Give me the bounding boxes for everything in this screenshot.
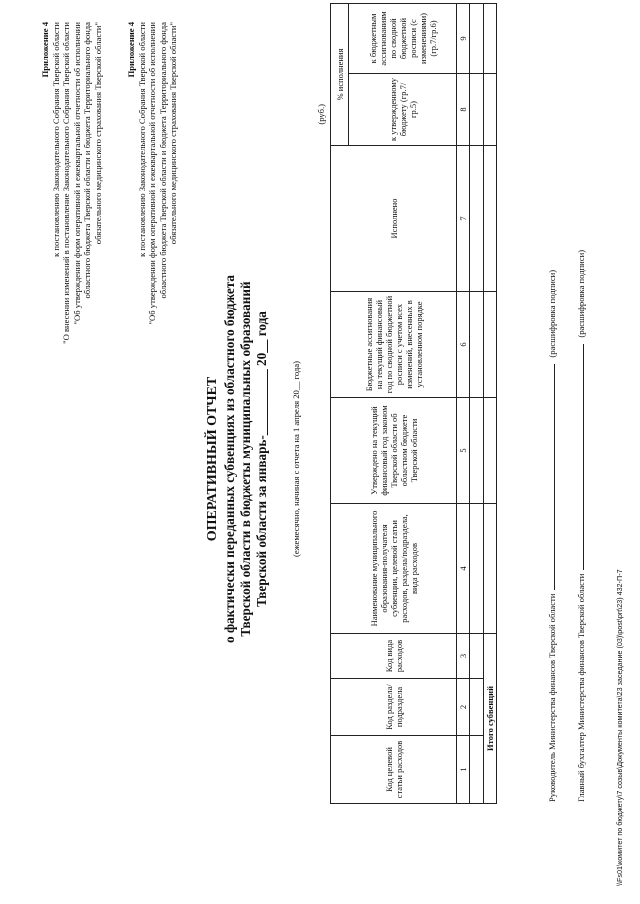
appendix-line: обязательного медицинского страхования Тверской области" — [92, 22, 103, 245]
column-number: 7 — [457, 146, 470, 292]
column-number: 2 — [457, 679, 470, 736]
header-section-code: Код раздела/ подраздела — [331, 679, 457, 736]
appendix-block-amendment — [40, 22, 104, 344]
signature-hint: (расшифровка подписи) — [576, 249, 586, 338]
report-title-main: ОПЕРАТИВНЫЙ ОТЧЕТ — [205, 376, 220, 542]
report-title-line: Тверской области в бюджеты муниципальных образований — [238, 281, 253, 637]
appendix-line: областного бюджета Тверской области и бюджета Территориального фонда — [82, 22, 93, 299]
header-percent-approved: к утвержденному бюджету (гр.7/гр.5) — [349, 74, 457, 146]
column-number: 3 — [457, 634, 470, 679]
table-cell — [484, 504, 497, 634]
appendix-line: "Об утверждении форм оперативной и ежеквартальной отчетности об исполнении — [71, 22, 82, 325]
header-budget-allocations: Бюджетные ассигнования на текущий финансовый год по сводной бюджетной росписи с учетом всех изменений, внесенных в установленном порядке — [331, 292, 457, 398]
table-cell — [470, 74, 484, 146]
report-title-line: о фактически переданных субвенциях из областного бюджета — [222, 275, 237, 643]
table-cell — [484, 146, 497, 292]
appendix-title: Приложение 4 — [40, 22, 50, 78]
signature-line — [546, 364, 555, 590]
appendix-line: "Об утверждении форм оперативной и ежеквартальной отчетности об исполнении — [147, 22, 158, 325]
column-number: 1 — [457, 736, 470, 804]
header-percent-allocations: к бюджетным ассигнованиям по сводной бюджетной росписи (с изменениями) (гр.7/гр.6) — [349, 4, 457, 74]
table-cell — [484, 4, 497, 74]
appendix-line: областного бюджета Тверской области и бюджета Территориального фонда — [157, 22, 168, 299]
report-title — [205, 244, 270, 674]
appendix-line: к постановлению Законодательного Собрания Тверской области — [50, 22, 61, 257]
appendix-line: к постановлению Законодательного Собрания Тверской области — [136, 22, 147, 257]
table-cell — [484, 74, 497, 146]
table-row-total — [484, 4, 497, 804]
table-cell — [470, 398, 484, 504]
report-table — [330, 3, 497, 804]
column-number: 8 — [457, 74, 470, 146]
table-cell — [484, 398, 497, 504]
signature-accountant-label: Главный бухгалтер Министерства финансов Тверской области — [576, 573, 586, 802]
appendix-line: "О внесении изменений в постановление Законодательного Собрания Тверской области — [61, 22, 72, 344]
column-number: 6 — [457, 292, 470, 398]
report-title-period: Тверской области за январь-__________ 20__ года — [254, 311, 269, 607]
appendix-block-original — [126, 22, 179, 324]
currency-unit: (руб.) — [316, 104, 326, 125]
header-recipient-name: Наименование муниципального образования-получателя субвенции, целевой статьи расходов, раздела/подраздела, вида расходов — [331, 504, 457, 634]
signature-line — [575, 344, 584, 570]
table-cell — [470, 4, 484, 74]
periodicity-note: (ежемесячно, начиная с отчета на 1 апреля 20__ года) — [291, 361, 301, 557]
table-cell — [470, 634, 484, 679]
table-cell — [470, 146, 484, 292]
column-number: 4 — [457, 504, 470, 634]
column-number: 5 — [457, 398, 470, 504]
signature-accountant — [575, 250, 586, 802]
appendix-line: обязательного медицинского страхования Тверской области" — [168, 22, 179, 245]
column-number: 9 — [457, 4, 470, 74]
table-cell — [470, 292, 484, 398]
header-approved-law: Утверждено на текущий финансовый год законом Тверской области об областном бюджете Тверской области — [331, 398, 457, 504]
table-cell — [470, 679, 484, 736]
header-percent-group: % исполнения — [331, 4, 349, 146]
header-target-code: Код целевой статьи расходов — [331, 736, 457, 804]
total-label: Итого субвенций — [484, 634, 497, 804]
header-expense-type-code: Код вида расходов — [331, 634, 457, 679]
header-executed: Исполнено — [331, 146, 457, 292]
signature-hint: (расшифровка подписи) — [547, 269, 557, 358]
file-path-footer: \\Fs01\комитет по бюджету\7 созыв\Документы комитета\23 заседание (03)\post\prt\23) 432-П-7 — [615, 569, 624, 886]
table-cell — [484, 292, 497, 398]
table-cell — [470, 736, 484, 804]
table-row-empty — [470, 4, 484, 804]
appendix-title: Приложение 4 — [126, 22, 136, 78]
table-cell — [470, 504, 484, 634]
signature-head — [546, 270, 557, 802]
signature-head-label: Руководитель Министерства финансов Тверской области — [547, 593, 557, 802]
